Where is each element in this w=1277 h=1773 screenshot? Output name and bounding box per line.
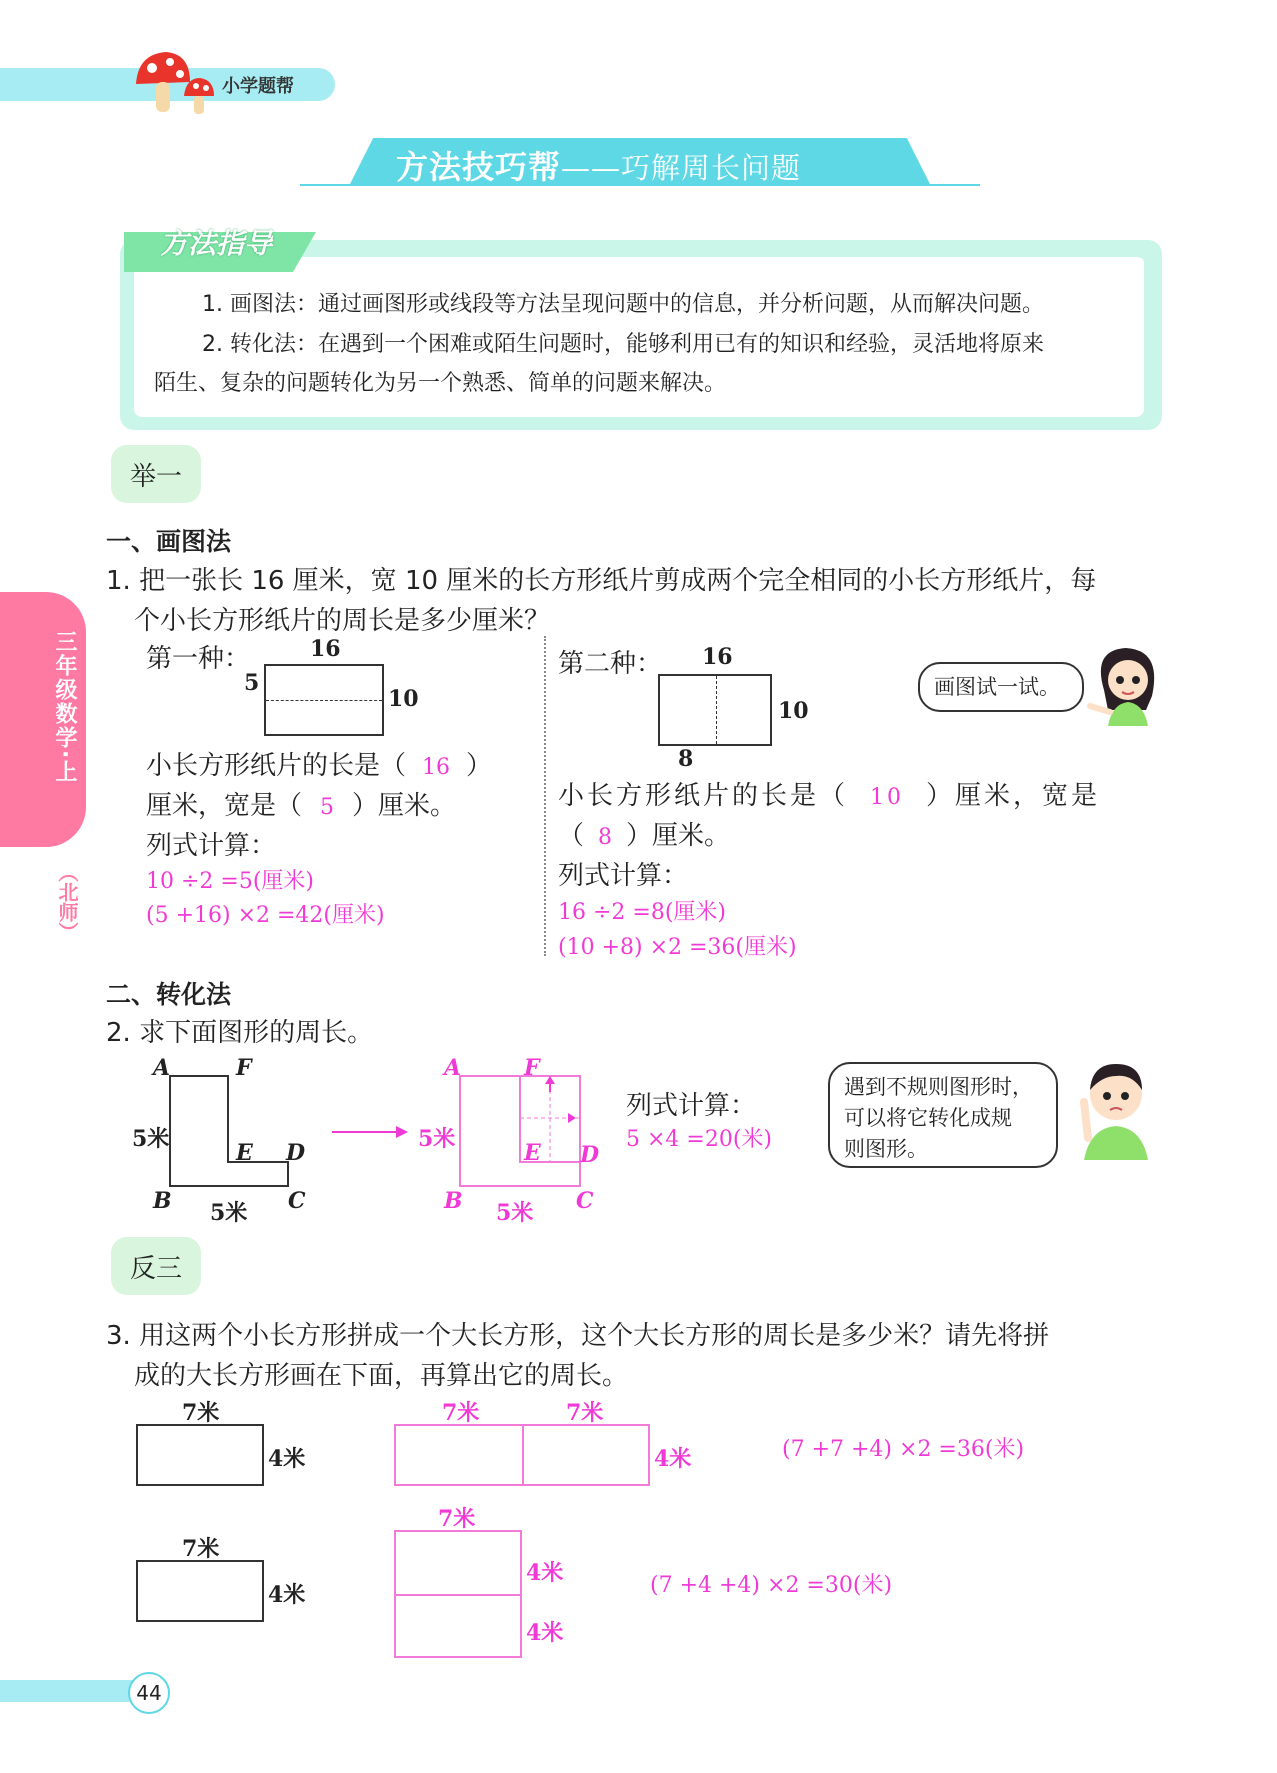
ans2-top-label: 7米	[438, 1506, 476, 1532]
m2-cut-line	[716, 676, 717, 744]
method-line-2: 2. 转化法：在遇到一个困难或陌生问题时，能够利用已有的知识和经验，灵活地将原来	[202, 332, 1044, 357]
side-grade-label: 三年级数学·上	[52, 630, 77, 785]
m1-rectangle	[264, 664, 384, 736]
side-edition-label: （北师）	[55, 862, 79, 942]
ans1-top1-label: 7米	[442, 1400, 480, 1426]
m1-cut-line	[266, 700, 382, 701]
m1-answer-a: 小长方形纸片的长是（ 16 ）	[146, 751, 493, 781]
small-rect-2	[136, 1560, 264, 1622]
label-bottom-transformed: 5米	[496, 1200, 534, 1226]
label-e: E	[236, 1140, 253, 1166]
label-b-transformed: B	[444, 1188, 463, 1214]
answer-rect-divider	[522, 1426, 524, 1484]
label-side: 5米	[132, 1126, 170, 1152]
m1-calc-label: 列式计算：	[146, 831, 277, 861]
rect2-top-label: 7米	[182, 1536, 220, 1562]
q3-line-2: 成的大长方形画在下面，再算出它的周长。	[134, 1361, 629, 1391]
q3-line-1: 3. 用这两个小长方形拼成一个大长方形，这个大长方形的周长是多少米？请先将拼	[106, 1321, 1050, 1351]
label-d-transformed: D	[580, 1142, 600, 1168]
method-tag-label: 方法指导	[160, 227, 273, 260]
bubble-line-3: 则图形。	[844, 1137, 928, 1161]
answer-rect-horizontal	[394, 1424, 650, 1486]
speech-bubble-draw: 画图试一试。	[918, 662, 1084, 712]
m1-calc-2: (5 +16) ×2 =42(厘米)	[146, 903, 385, 928]
m2-top-label: 16	[702, 644, 733, 670]
ans1-calc: (7 +7 +4) ×2 =36(米)	[782, 1437, 1025, 1462]
label-a: A	[153, 1055, 171, 1081]
ans1-top2-label: 7米	[566, 1400, 604, 1426]
q2-calc: 5 ×4 =20(米)	[626, 1127, 773, 1152]
label-bottom: 5米	[210, 1200, 248, 1226]
label-d: D	[286, 1140, 306, 1166]
method-line-1: 1. 画图法：通过画图形或线段等方法呈现问题中的信息，并分析问题，从而解决问题。	[202, 292, 1044, 317]
girl-avatar-icon	[1082, 640, 1172, 730]
method-line-3: 陌生、复杂的问题转化为另一个熟悉、简单的问题来解决。	[154, 371, 727, 396]
answer-rect-vertical	[394, 1530, 522, 1658]
speech-bubble-transform	[828, 1062, 1058, 1168]
small-rect-1	[136, 1424, 264, 1486]
label-side-transformed: 5米	[418, 1126, 456, 1152]
page-number: 44	[128, 1672, 170, 1714]
ans2-right1-label: 4米	[526, 1560, 564, 1586]
m2-calc-1: 16 ÷2 =8(厘米)	[558, 900, 727, 925]
rect2-right-label: 4米	[268, 1582, 306, 1608]
q2-text: 2. 求下面图形的周长。	[106, 1018, 374, 1048]
ans1-right-label: 4米	[654, 1446, 692, 1472]
part1-heading: 一、画图法	[106, 527, 232, 556]
mushroom-icon	[128, 46, 218, 116]
label-e-transformed: E	[524, 1140, 541, 1166]
m1-left-label: 5	[244, 670, 260, 696]
label-b: B	[153, 1188, 172, 1214]
label-c: C	[288, 1188, 306, 1214]
label-c-transformed: C	[576, 1188, 594, 1214]
m2-right-label: 10	[778, 698, 809, 724]
rect1-top-label: 7米	[182, 1400, 220, 1426]
answer-rect-divider-2	[396, 1594, 520, 1596]
label-f: F	[236, 1055, 252, 1081]
q1-line-1: 1. 把一张长 16 厘米，宽 10 厘米的长方形纸片剪成两个完全相同的小长方形纸片，每	[106, 566, 1097, 596]
method-2-label: 第二种：	[558, 649, 663, 679]
page-title: 方法技巧帮——巧解周长问题	[396, 148, 802, 186]
m2-rectangle	[658, 674, 772, 746]
rect1-right-label: 4米	[268, 1446, 306, 1472]
label-f-transformed: F	[524, 1055, 540, 1081]
footer-bar	[0, 1680, 140, 1702]
arrow-right-icon	[330, 1122, 410, 1142]
m2-answer-b: （ 8 ）厘米。	[558, 821, 731, 851]
ans2-right2-label: 4米	[526, 1620, 564, 1646]
m2-calc-2: (10 +8) ×2 =36(厘米)	[558, 935, 797, 960]
method-1-label: 第一种：	[146, 644, 251, 674]
section-example: 举一	[111, 445, 201, 503]
label-a-transformed: A	[444, 1055, 462, 1081]
m1-top-label: 16	[310, 636, 341, 662]
m2-bottom-label: 8	[678, 746, 694, 772]
m2-calc-label: 列式计算：	[558, 861, 689, 891]
q2-calc-label: 列式计算：	[626, 1091, 757, 1121]
m1-answer-b: 厘米，宽是（ 5 ）厘米。	[146, 791, 457, 821]
part2-heading: 二、转化法	[106, 980, 232, 1009]
q1-line-2: 个小长方形纸片的周长是多少厘米？	[134, 606, 551, 636]
section-practice: 反三	[111, 1237, 201, 1295]
m1-calc-1: 10 ÷2 =5(厘米)	[146, 869, 315, 894]
column-divider	[544, 636, 546, 956]
m2-answer-a: 小长方形纸片的长是（ 10 ）厘米，宽是	[558, 781, 1101, 811]
brand-label: 小学题帮	[222, 76, 294, 97]
m1-right-label: 10	[388, 686, 419, 712]
ans2-calc: (7 +4 +4) ×2 =30(米)	[650, 1573, 893, 1598]
boy-avatar-icon	[1066, 1052, 1166, 1162]
bubble-line-2: 可以将它转化成规	[844, 1106, 1012, 1130]
bubble-line-1: 遇到不规则图形时，	[844, 1075, 1033, 1099]
